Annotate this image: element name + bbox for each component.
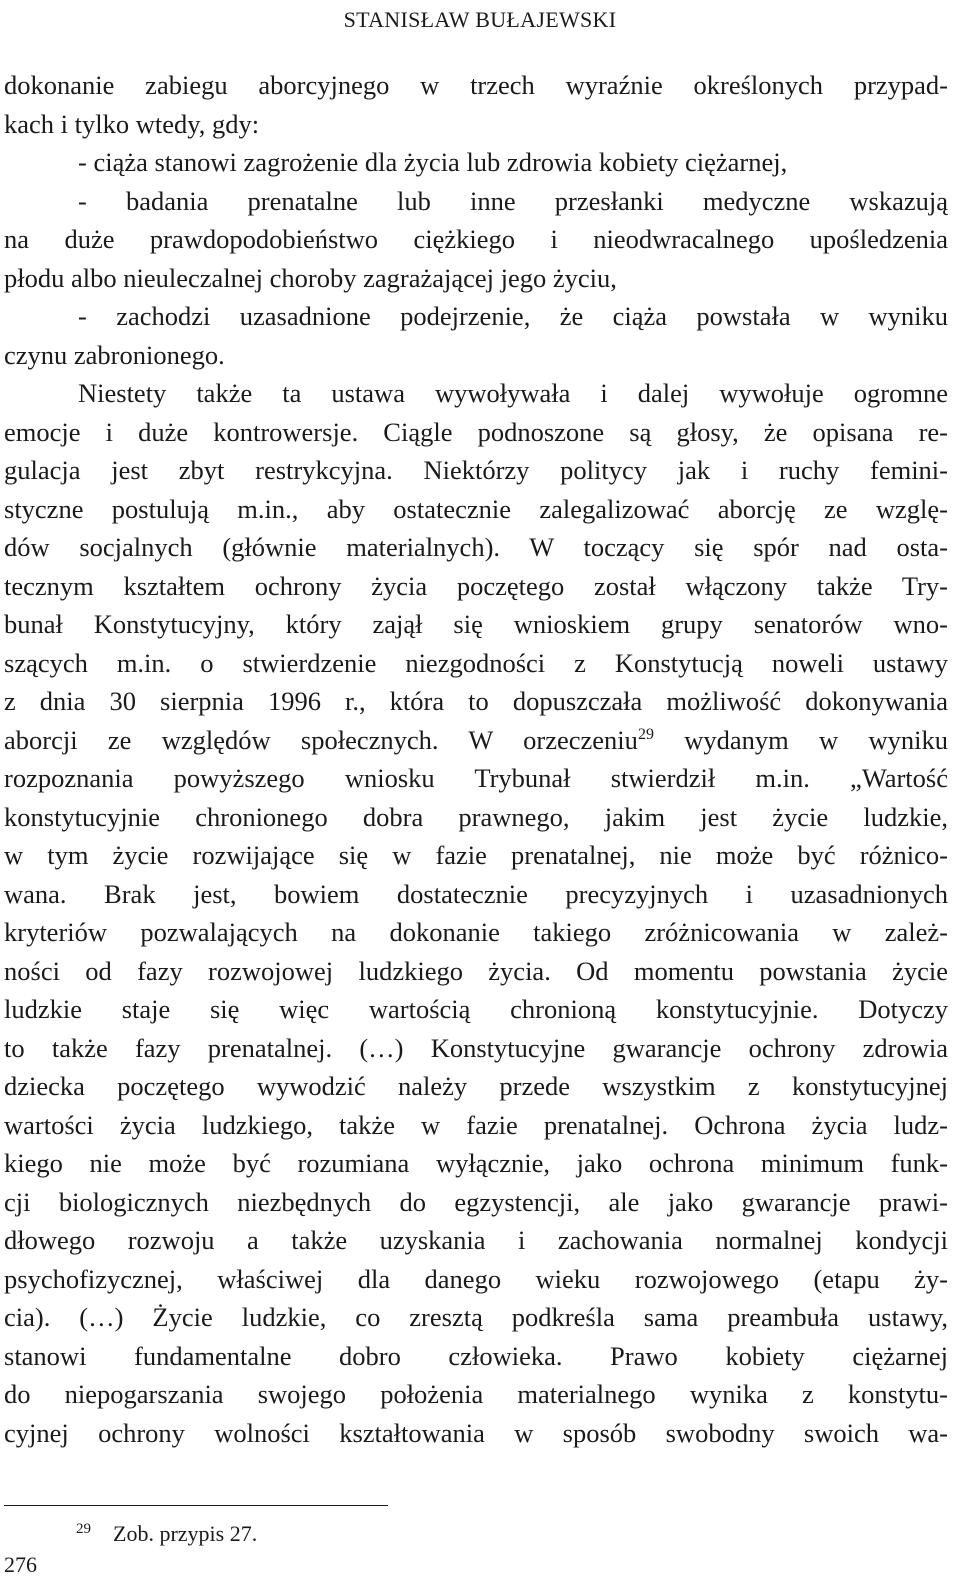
text-line: cyjnej ochrony wolności kształtowania w sposób swobodny swoich wa- — [4, 1417, 948, 1448]
text-line: na duże prawdopodobieństwo ciężkiego i nieodwracalnego upośledzenia — [4, 224, 948, 254]
text-line: szących m.in. o stwierdzenie niezgodności z Konstytucją noweli ustawy — [4, 647, 948, 678]
text-line: stanowi fundamentalne dobro człowieka. Prawo kobiety ciężarnej — [4, 1340, 948, 1371]
footnote-text: Zob. przypis 27. — [113, 1521, 258, 1546]
text-line: wartości życia ludzkiego, także w fazie prenatalnej. Ochrona życia ludz- — [4, 1109, 948, 1140]
text-line: dłowego rozwoju a także uzyskania i zachowania normalnej kondycji — [4, 1225, 948, 1255]
list-item: - zachodzi uzasadnione podejrzenie, że ciąża powstała w wyniku — [78, 301, 948, 331]
paragraph-start: Niestety także ta ustawa wywoływała i dalej wywołuje ogromne — [78, 378, 948, 408]
text-line: dów socjalnych (głównie materialnych). W toczący się spór nad osta- — [4, 532, 948, 562]
text-line: dokonanie zabiegu aborcyjnego w trzech wyraźnie określonych przypad- — [4, 70, 948, 100]
text-line: tecznym kształtem ochrony życia poczętego został włączony także Try- — [4, 570, 948, 601]
text-line: gulacja jest zbyt restrykcyjna. Niektórzy politycy jak i ruchy femini- — [4, 455, 948, 485]
list-item: - badania prenatalne lub inne przesłanki medyczne wskazują — [78, 185, 948, 216]
text-line: to także fazy prenatalnej. (…) Konstytucyjne gwarancje ochrony zdrowia — [4, 1032, 948, 1063]
text-line: cia). (…) Życie ludzkie, co zresztą podkreśla sama preambuła ustawy, — [4, 1302, 948, 1332]
text-line: płodu albo nieuleczalnej choroby zagrażającej jego życiu, — [4, 262, 617, 293]
text-line: styczne postulują m.in., aby ostatecznie zalegalizować aborcję ze wzglę- — [4, 493, 948, 524]
text-line: ludzkie staje się więc wartością chronioną konstytucyjnie. Dotyczy — [4, 994, 948, 1024]
text-line: z dnia 30 sierpnia 1996 r., która to dopuszczała możliwość dokonywania — [4, 686, 948, 716]
text-line: emocje i duże kontrowersje. Ciągle podnoszone są głosy, że opisana re- — [4, 416, 948, 447]
text-line: kiego nie może być rozumiana wyłącznie, jako ochrona minimum funk- — [4, 1148, 948, 1178]
text-line-with-footnote — [4, 721, 948, 760]
text-line: kach i tylko wtedy, gdy: — [4, 108, 260, 139]
footnote-reference: 29 — [637, 725, 654, 743]
text-line: dziecka poczętego wywodzić należy przede wszystkim z konstytucyjnej — [4, 1071, 948, 1101]
text-line: konstytucyjnie chronionego dobra prawnego, jakim jest życie ludzkie, — [4, 801, 948, 832]
running-title: STANISŁAW BUŁAJEWSKI — [343, 7, 617, 32]
text-line: czynu zabronionego. — [4, 339, 225, 370]
footnote — [76, 1520, 257, 1548]
text-line: wana. Brak jest, bowiem dostatecznie precyzyjnych i uzasadnionych — [4, 878, 948, 909]
page-number: 276 — [4, 1552, 37, 1577]
text-line: kryteriów pozwalających na dokonanie takiego zróżnicowania w zależ- — [4, 917, 948, 947]
text-line: psychofizycznej, właściwej dla danego wieku rozwojowego (etapu ży- — [4, 1263, 948, 1294]
list-item: - ciąża stanowi zagrożenie dla życia lub zdrowia kobiety ciężarnej, — [78, 147, 788, 177]
text-line: do niepogarszania swojego położenia materialnego wynika z konstytu- — [4, 1379, 948, 1409]
text-line: w tym życie rozwijające się w fazie prenatalnej, nie może być różnico- — [4, 840, 948, 870]
running-header — [0, 6, 960, 34]
footnote-separator — [4, 1505, 388, 1506]
text-line: cji biologicznych niezbędnych do egzystencji, ale jako gwarancje prawi- — [4, 1186, 948, 1217]
text-line: rozpoznania powyższego wniosku Trybunał stwierdził m.in. „Wartość — [4, 763, 948, 793]
body-text — [4, 66, 948, 1452]
text-line: bunał Konstytucyjny, który zajął się wnioskiem grupy senatorów wno- — [4, 609, 948, 639]
text-segment: aborcji ze względów społecznych. W orzeczeniu — [4, 724, 638, 755]
footnote-number: 29 — [76, 1520, 91, 1537]
text-line: ności od fazy rozwojowej ludzkiego życia. Od momentu powstania życie — [4, 955, 948, 986]
text-segment: wydanym w wyniku — [653, 724, 948, 755]
